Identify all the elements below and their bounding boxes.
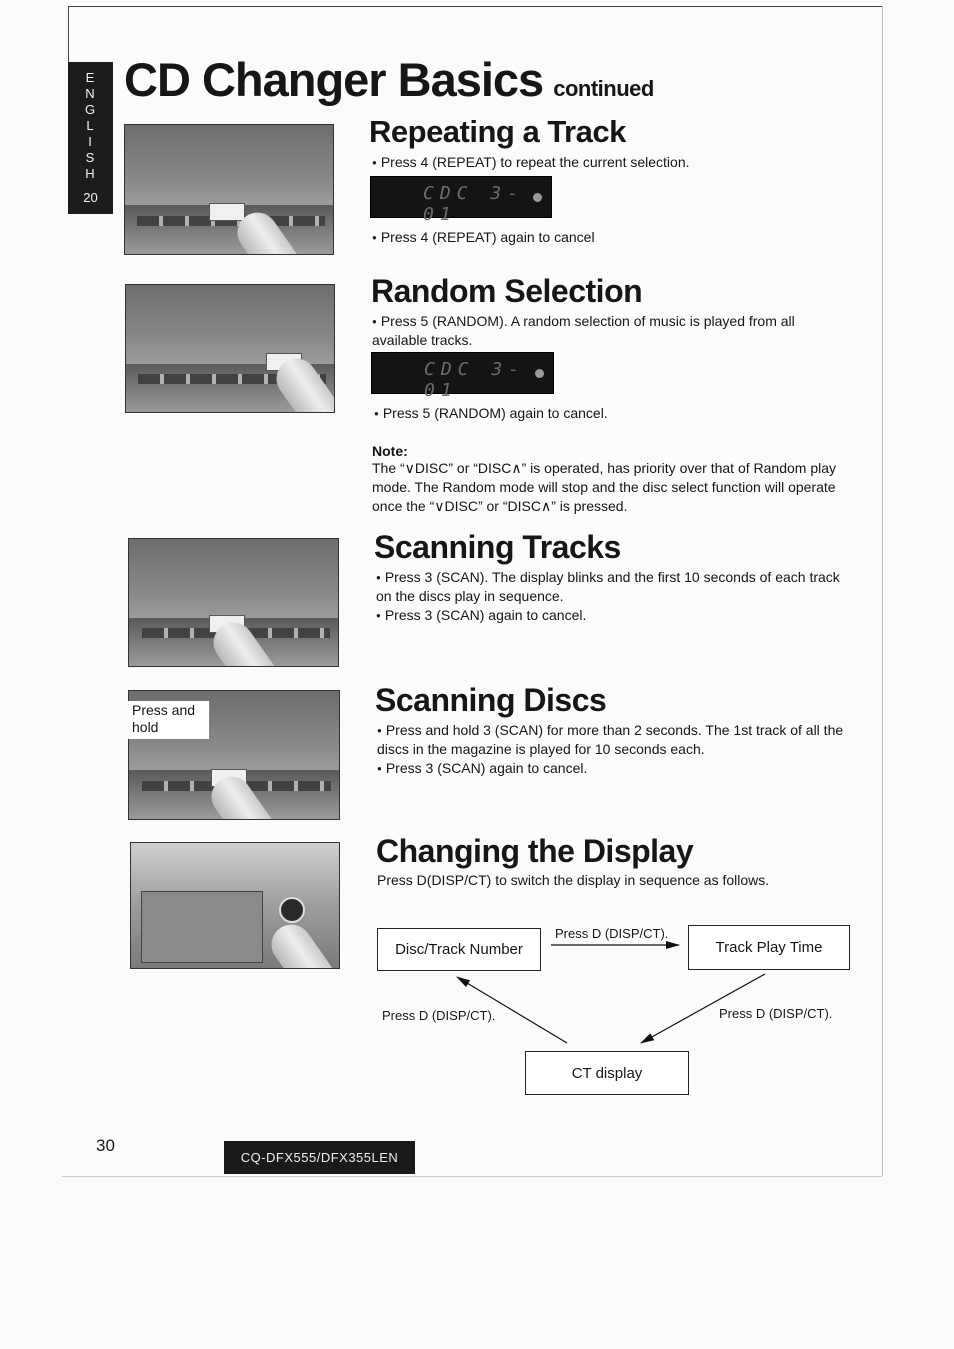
page-number: 30	[96, 1136, 115, 1155]
arrow-label-right: Press D (DISP/CT).	[719, 1006, 833, 1021]
section-title-random: Random Selection	[371, 273, 643, 309]
language-label: E N G L I S H	[84, 70, 97, 181]
scan-discs-step-1: ● Press and hold 3 (SCAN) for more than 2 seconds. The 1st track of all the discs in the magazine is played for 10 seconds each.	[377, 721, 851, 759]
box-disc-track-number: Disc/Track Number	[377, 928, 541, 971]
scan-tracks-step-2: ● Press 3 (SCAN) again to cancel.	[376, 606, 846, 625]
bottom-rule	[62, 1176, 882, 1177]
arrow-ct-to-disc	[457, 977, 567, 1043]
box-track-play-time: Track Play Time	[688, 925, 850, 970]
page-title-text: CD Changer Basics	[124, 53, 544, 106]
note-title: Note:	[372, 443, 408, 459]
section-title-scan-discs: Scanning Discs	[375, 682, 607, 718]
scan-tracks-step-1: ● Press 3 (SCAN). The display blinks and the first 10 seconds of each track on the discs play in sequence.	[376, 568, 850, 606]
arrow-time-to-ct	[641, 974, 765, 1043]
section-title-repeat: Repeating a Track	[369, 114, 626, 149]
lcd-readout: CDC 3-01	[423, 183, 525, 225]
repeat-step-1: ● Press 4 (REPEAT) to repeat the current selection.	[372, 153, 842, 172]
section-title-scan-tracks: Scanning Tracks	[374, 529, 621, 565]
arrow-label-top: Press D (DISP/CT).	[555, 926, 669, 941]
arrow-label-left: Press D (DISP/CT).	[382, 1008, 496, 1023]
display-intro: Press D(DISP/CT) to switch the display in sequence as follows.	[377, 872, 770, 888]
lcd-readout: CDC 3-01	[424, 359, 526, 401]
repeat-step-2: ● Press 4 (REPEAT) again to cancel	[372, 228, 842, 247]
section-number: 20	[83, 190, 98, 205]
random-step-2: ● Press 5 (RANDOM) again to cancel.	[374, 404, 844, 423]
press-and-hold-label: Press and hold	[128, 701, 210, 739]
page-subtitle: continued	[553, 76, 654, 101]
model-code: CQ-DFX555/DFX355LEN	[224, 1141, 415, 1174]
note-text: The “∨DISC” or “DISC∧” is operated, has priority over that of Random play mode. The Random mode will stop and the disc select function will operate once the “∨DISC” or “DISC∧” is pressed.	[372, 460, 836, 514]
random-step-1: ● Press 5 (RANDOM). A random selection of music is played from all available tracks.	[372, 312, 850, 350]
box-ct-display: CT display	[525, 1051, 689, 1095]
section-title-display: Changing the Display	[376, 833, 694, 869]
scan-discs-step-2: ● Press 3 (SCAN) again to cancel.	[377, 759, 847, 778]
